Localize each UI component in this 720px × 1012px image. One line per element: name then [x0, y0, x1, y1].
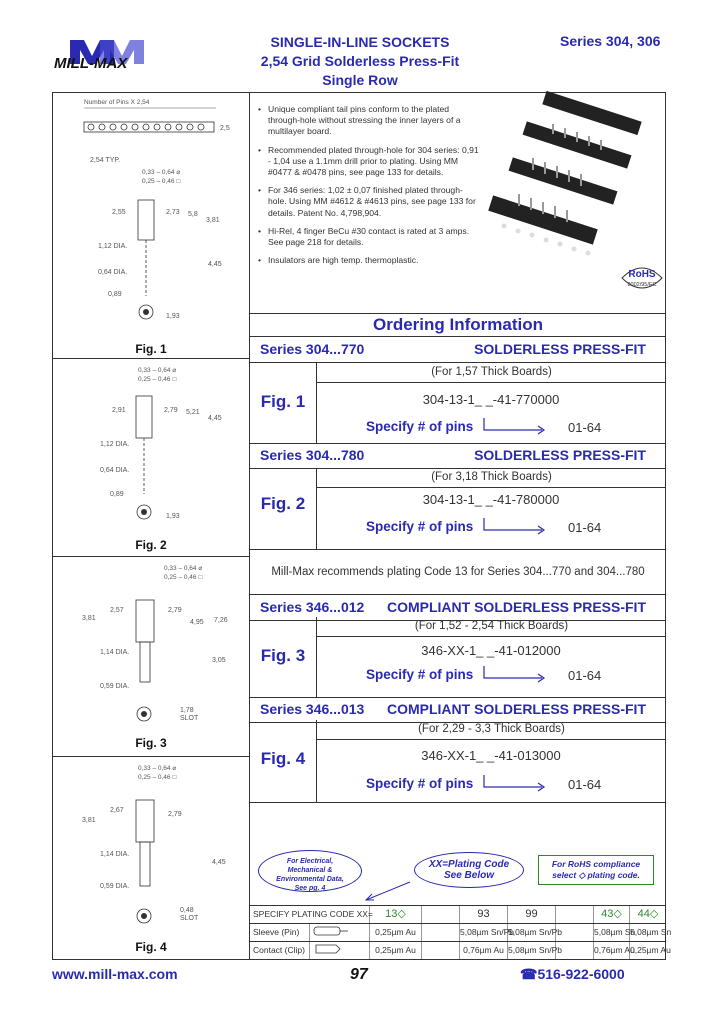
svg-text:0,48: 0,48 [180, 907, 194, 914]
svg-text:2002/95/EC: 2002/95/EC [627, 282, 657, 288]
board-thickness: (For 3,18 Thick Boards) [316, 468, 666, 488]
svg-text:0,25 – 0,46 □: 0,25 – 0,46 □ [138, 774, 177, 781]
section-header-346-012: Series 346...012 COMPLIANT SOLDERLESS PRESS-FIT [250, 595, 666, 621]
plating-table [250, 905, 672, 960]
specify-pins: Specify # of pins [366, 519, 474, 534]
section-header-346-013: Series 346...013 COMPLIANT SOLDERLESS PRESS-FIT [250, 697, 666, 723]
svg-text:4,45: 4,45 [212, 859, 226, 866]
ordering-title: Ordering Information [250, 313, 666, 337]
feature-item: • Unique compliant tail pins conform to the plated through-hole without stressing the inner layers of a multilayer board. [258, 104, 480, 138]
svg-text:2,54 TYP.: 2,54 TYP. [90, 157, 121, 164]
feature-item: • For 346 series: 1,02 ± 0,07 finished plated through-hole. Using MM #4612 & #4613 pins, see page 133 for details. Patent No. 4,798,904. [258, 185, 480, 219]
feature-item: • Recommended plated through-hole for 304 series: 0,91 - 1,04 use a 1.1mm drill prior to plating. Using MM #0477 & #0478 pins, see page 133 for details. [258, 145, 480, 179]
svg-text:2,79: 2,79 [168, 811, 182, 818]
fig3-label: Fig. 3 [260, 646, 306, 665]
part-number: 304-13-1_ _-41-780000 [422, 492, 560, 507]
table-row: SPECIFY PLATING CODE XX= 13◇ 93 99 43◇ 44◇ [250, 906, 666, 924]
specify-pins: Specify # of pins [366, 667, 474, 682]
svg-text:RoHS: RoHS [628, 269, 656, 280]
mill-max-logo [52, 34, 162, 76]
svg-text:4,45: 4,45 [208, 415, 222, 422]
svg-text:2,57: 2,57 [110, 607, 124, 614]
board-thickness: (For 2,29 - 3,3 Thick Boards) [316, 720, 666, 740]
fig4-caption: Fig. 4 [135, 940, 167, 954]
board-thickness: (For 1,57 Thick Boards) [316, 363, 666, 383]
fig2-label: Fig. 2 [260, 494, 306, 513]
section-header-304-780: Series 304...780 SOLDERLESS PRESS-FIT [250, 443, 666, 469]
svg-text:0,59 DIA.: 0,59 DIA. [100, 883, 130, 890]
svg-text:0,64 DIA.: 0,64 DIA. [98, 269, 128, 276]
pin-range: 01-64 [568, 520, 602, 535]
phone-number: ☎516-922-6000 [520, 966, 625, 982]
website-link[interactable]: www.mill-max.com [52, 966, 178, 982]
fig2-drawing [56, 362, 246, 536]
svg-text:2,79: 2,79 [168, 607, 182, 614]
svg-text:1,14 DIA.: 1,14 DIA. [100, 649, 130, 656]
svg-text:0,64 DIA.: 0,64 DIA. [100, 467, 130, 474]
svg-text:1,14 DIA.: 1,14 DIA. [100, 851, 130, 858]
plating-code-callout: XX=Plating Code See Below [414, 852, 524, 888]
svg-text:SLOT: SLOT [180, 715, 199, 722]
page-title: SINGLE-IN-LINE SOCKETS 2,54 Grid Solderless Press-Fit Single Row [260, 34, 460, 88]
svg-text:7,26: 7,26 [214, 617, 228, 624]
fig3-caption: Fig. 3 [135, 736, 167, 750]
rohs-compliance-note: For RoHS compliance select ◇ plating code. [538, 855, 654, 885]
pin-range: 01-64 [568, 420, 602, 435]
svg-text:5,8: 5,8 [188, 211, 198, 218]
svg-text:0,25 – 0,46 □: 0,25 – 0,46 □ [142, 178, 181, 185]
fig4-label: Fig. 4 [260, 749, 306, 768]
svg-text:0,89: 0,89 [110, 491, 124, 498]
callout-arrow-icon [358, 880, 418, 904]
svg-text:3,81: 3,81 [82, 615, 96, 622]
arrow-icon [482, 416, 552, 436]
rohs-badge [620, 262, 664, 294]
svg-text:0,33 – 0,64 ⌀: 0,33 – 0,64 ⌀ [138, 367, 177, 374]
feature-item: • Hi-Rel, 4 finger BeCu #30 contact is rated at 3 amps. See page 218 for details. [258, 226, 480, 248]
svg-text:2,55: 2,55 [112, 209, 126, 216]
table-row: Contact (Clip) 0,25µm Au 0,76µm Au 5,08µm Sn/Pb 0,76µm Au 0,25µm Au [250, 942, 666, 960]
svg-text:1,93: 1,93 [166, 313, 180, 320]
series-title: Series 304, 306 [560, 33, 661, 49]
svg-text:0,89: 0,89 [108, 291, 122, 298]
electrical-data-callout: For Electrical, Mechanical & Environmental Data, See pg. 4 [258, 850, 362, 892]
svg-text:4,45: 4,45 [208, 261, 222, 268]
svg-text:MILL-MAX: MILL-MAX [54, 55, 128, 72]
svg-text:0,25 – 0,46 □: 0,25 – 0,46 □ [138, 376, 177, 383]
table-row: Sleeve (Pin) 0,25µm Au 5,08µm Sn/Pb 5,08µm Sn/Pb 5,08µm Sn 5,08µm Sn [250, 924, 666, 942]
arrow-icon [482, 516, 552, 536]
svg-text:3,81: 3,81 [82, 817, 96, 824]
svg-text:1,12 DIA.: 1,12 DIA. [98, 243, 128, 250]
page-number: 97 [350, 966, 368, 983]
svg-text:4,95: 4,95 [190, 619, 204, 626]
pin-range: 01-64 [568, 777, 602, 792]
svg-text:2,67: 2,67 [110, 807, 124, 814]
svg-text:5,21: 5,21 [186, 409, 200, 416]
svg-text:3,05: 3,05 [212, 657, 226, 664]
svg-text:0,33 – 0,64 ⌀: 0,33 – 0,64 ⌀ [138, 765, 177, 772]
svg-text:0,33 – 0,64 ⌀: 0,33 – 0,64 ⌀ [164, 565, 203, 572]
svg-text:3,81: 3,81 [206, 217, 220, 224]
svg-text:SLOT: SLOT [180, 915, 199, 922]
fig1-label: Fig. 1 [260, 392, 306, 411]
feature-list [258, 104, 480, 273]
pin-icon [310, 924, 350, 938]
section-header-304-770: Series 304...770 SOLDERLESS PRESS-FIT [250, 337, 666, 363]
part-number: 346-XX-1_ _-41-012000 [421, 643, 561, 658]
arrow-icon [482, 773, 552, 793]
clip-icon [310, 942, 350, 956]
plating-recommendation: Mill-Max recommends plating Code 13 for Series 304...770 and 304...780 [250, 549, 666, 595]
feature-item: • Insulators are high temp. thermoplastic. [258, 255, 480, 266]
svg-text:0,25 – 0,46 □: 0,25 – 0,46 □ [164, 574, 203, 581]
pin-range: 01-64 [568, 668, 602, 683]
fig1-caption: Fig. 1 [135, 342, 167, 356]
svg-text:1,78: 1,78 [180, 707, 194, 714]
svg-text:1,93: 1,93 [166, 513, 180, 520]
part-number: 304-13-1_ _-41-770000 [422, 392, 560, 407]
svg-text:2,5: 2,5 [220, 125, 230, 132]
svg-text:2,79: 2,79 [164, 407, 178, 414]
product-photo [482, 98, 662, 268]
fig3-drawing [56, 560, 246, 734]
board-thickness: (For 1,52 - 2,54 Thick Boards) [316, 617, 666, 637]
specify-pins: Specify # of pins [366, 419, 474, 434]
svg-text:1,12 DIA.: 1,12 DIA. [100, 441, 130, 448]
fig1-drawing [56, 96, 246, 342]
fig2-caption: Fig. 2 [135, 538, 167, 552]
svg-text:2,91: 2,91 [112, 407, 126, 414]
svg-text:2,73: 2,73 [166, 209, 180, 216]
arrow-icon [482, 664, 552, 684]
part-number: 346-XX-1_ _-41-013000 [421, 748, 561, 763]
svg-text:0,59 DIA.: 0,59 DIA. [100, 683, 130, 690]
fig4-drawing [56, 760, 246, 938]
specify-pins: Specify # of pins [366, 776, 474, 791]
svg-text:0,33 – 0,64 ⌀: 0,33 – 0,64 ⌀ [142, 169, 181, 176]
svg-text:Number of Pins X 2,54: Number of Pins X 2,54 [84, 99, 150, 106]
